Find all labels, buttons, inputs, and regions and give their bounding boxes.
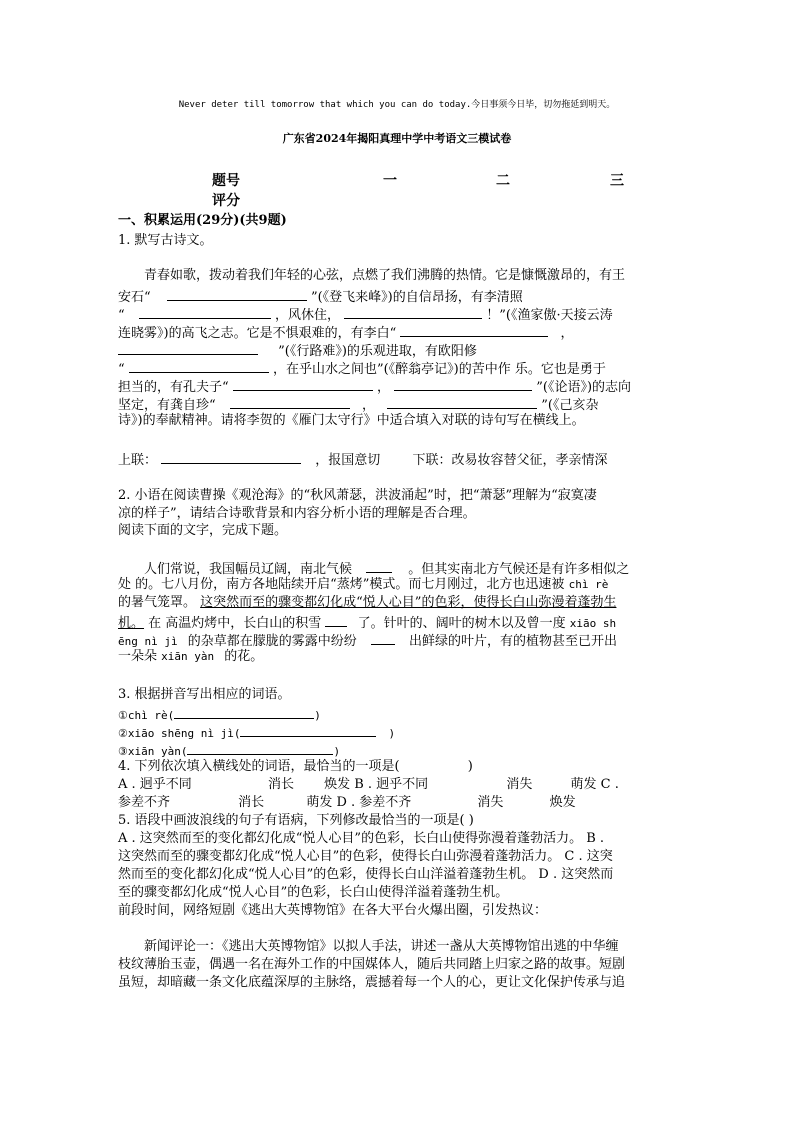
q5-option-line-3[interactable]: 然而至的变化都幻化成“悦人心目”的色彩，使得长白山洋溢着蓬勃生机。 D . 这突然而 (118, 867, 614, 882)
p1-l6-b: ，在乎山水之间也”(《醉翁亭记》)的苦中作 乐。它也是勇于 (272, 362, 606, 377)
p2-blank-3[interactable] (371, 630, 395, 645)
couplet-lower: 下联：改易妆容替父征，孝亲情深 (412, 453, 608, 468)
blank-5[interactable] (118, 340, 258, 355)
q5-option-line-1[interactable]: A . 这突然而至的变化都幻化成“悦人心目”的色彩，长白山使得弥漫着蓬勃活力。 B . (118, 831, 605, 846)
p1-l2-a: 安石“ (118, 290, 151, 305)
pinyin-chire: chì rè (568, 578, 609, 591)
news-line-3: 虽短，却暗藏一条文化底蕴深厚的主脉络，震撼着每一个人的心，更让文化保护传承与追 (118, 975, 626, 990)
p2-line-3 (118, 594, 678, 612)
p2-line-6 (118, 648, 678, 666)
score-row-label: 题号 (212, 173, 240, 189)
p1-l8-b: ， (361, 398, 375, 413)
section-heading: 一、积累运用(29分)(共9题) (118, 213, 287, 228)
couplet-upper-rest: ，报国意切 (315, 453, 381, 468)
pinyin-niji: ēng nì jì (118, 635, 178, 648)
q4-title (118, 758, 678, 776)
q3-title: 3. 根据拼音写出相应的词语。 (118, 687, 291, 702)
p2-l5-c: 出鲜绿的叶片，有的植物甚至已开出 (409, 634, 618, 649)
blank-2[interactable] (139, 304, 271, 319)
p1-l8-c: ”(《己亥杂 (541, 398, 599, 413)
p1-l3-b: ，风休住， (274, 308, 340, 323)
motto: Never deter till tomorrow that which you can do today.今日事须今日毕，切勿拖延到明天。 (178, 100, 616, 110)
p2-l6-a: 一朵朵 (118, 649, 158, 664)
score-row-2-label: 评分 (212, 193, 240, 209)
q4-b-2: 消失 (506, 777, 533, 792)
blank-9[interactable] (230, 394, 350, 409)
q4-options-line-1[interactable] (118, 776, 678, 794)
pinyin-xianyan: xiān yàn (161, 650, 215, 663)
p2-wavy-sentence-1: 这突然而至的骤变都幻化成“悦人心目”的色彩，使得长白山弥漫着蓬勃生 (200, 595, 617, 610)
p1-l4-a: 连晓雾》)的高飞之志。它是不惧艰难的，有李白“ (118, 326, 397, 341)
q4-c-3: 萌发 D . 参差不齐 (306, 795, 412, 810)
q3-c-close: ) (333, 745, 341, 758)
q4-title-text: 4. 下列依次填入横线处的词语，最恰当的一项是( (118, 759, 400, 774)
p2-l2-a: 处 的。七八月份，南方各地陆续开启“蒸烤”模式。而七月刚过，北方也迅速被 (118, 577, 565, 592)
p1-l7-c: ”(《论语》)的志向 (536, 380, 632, 395)
q4-a-2: 消长 (267, 777, 294, 792)
read-intro: 阅读下面的文字，完成下题。 (118, 523, 288, 538)
p1-l3-a: “ (118, 308, 125, 323)
blank-4[interactable] (400, 322, 548, 337)
news-intro: 前段时间，网络短剧《逃出大英博物馆》在各大平台火爆出圈，引发热议： (118, 903, 548, 918)
p1-l2-b: ”(《登飞来峰》)的自信昂扬，有李清照 (310, 290, 523, 305)
p2-blank-1[interactable] (366, 558, 392, 573)
q3-b-label: ②xiāo shēng nì jì( (118, 727, 241, 740)
q4-b-3: 萌发 C . (570, 777, 619, 792)
p1-l6-a: “ (118, 362, 125, 377)
news-line-1: 新闻评论一：《逃出大英博物馆》以拟人手法，讲述一盏从大英博物馆出逃的中华缠 (144, 939, 619, 954)
score-col-1: 一 (383, 173, 397, 189)
p2-l3-a: 的暑气笼罩。 (118, 595, 197, 610)
q4-c-1: 参差不齐 (118, 795, 171, 810)
q4-c-2: 消长 (238, 795, 265, 810)
q4-d-2: 消失 (477, 795, 504, 810)
news-line-2: 枝纹薄胎玉壶，偶遇一名在海外工作的中国媒体人，随后共同踏上归家之路的故事。短剧 (118, 957, 626, 972)
couplet-blank[interactable] (161, 449, 301, 464)
q4-close: ) (467, 759, 473, 774)
p1-line-1: 青春如歌，拨动着我们年轻的心弦，点燃了我们沸腾的热情。它是慷慨激昂的，有王 (144, 268, 626, 283)
blank-8[interactable] (394, 376, 532, 391)
p2-l1-b: 。但其实南北方气候还是有许多相似之 (408, 562, 630, 577)
blank-1[interactable] (167, 286, 307, 301)
q3-b-blank[interactable] (240, 722, 376, 737)
score-col-2: 二 (496, 173, 510, 189)
p2-l5-b: 的杂草都在朦胧的雾露中纷纷 (187, 634, 357, 649)
q3-c-label: ③xiān yàn( (118, 745, 188, 758)
p2-blank-2[interactable] (325, 612, 347, 627)
q5-option-line-4[interactable]: 至的骤变都幻化成“悦人心目”的色彩，长白山使得洋溢着蓬勃生机。 (118, 885, 509, 900)
q3-a-blank[interactable] (174, 704, 314, 719)
blank-10[interactable] (387, 394, 537, 409)
q4-d-3: 焕发 (549, 795, 576, 810)
q3-a-close: ) (314, 709, 321, 722)
couplet-upper-label: 上联： (118, 453, 158, 468)
p2-l1-a: 人们常说，我国幅员辽阔，南北气候 (144, 562, 353, 577)
q4-a-3: 焕发 B . 迥乎不同 (324, 777, 429, 792)
q4-options-line-2[interactable] (118, 794, 678, 812)
p1-l3-c: ！”(《渔家傲·天接云涛 (486, 308, 613, 323)
p1-l8-a: 坚定，有龚自珍“ (118, 398, 216, 413)
p2-wavy-sentence-2: 机。 (118, 616, 145, 631)
p1-l4-b: ， (560, 326, 574, 341)
q5-option-line-2[interactable]: 这突然而至的骤变都幻化成“悦人心目”的色彩，使得长白山弥漫着蓬勃活力。 C . 这突 (118, 849, 613, 864)
pinyin-xiaosheng: xiāo sh (569, 617, 617, 630)
couplet-line (118, 449, 678, 470)
blank-7[interactable] (233, 376, 373, 391)
q4-a-1: A . 迥乎不同 (118, 777, 192, 792)
q1-title: 1. 默写古诗文。 (118, 233, 213, 248)
q5-title: 5. 语段中画波浪线的句子有语病，下列修改最恰当的一项是( ) (118, 813, 474, 828)
p1-line-9: 诗》)的奉献精神。请将李贺的《雁门太守行》中适合填入对联的诗句写在横线上。 (118, 413, 585, 428)
q3-b-close: ) (388, 727, 396, 740)
blank-6[interactable] (129, 358, 269, 373)
score-col-3: 三 (610, 173, 624, 189)
p1-l7-a: 担当的，有孔夫子“ (118, 380, 229, 395)
p2-line-2 (118, 576, 678, 594)
blank-3[interactable] (344, 304, 482, 319)
q2-line-2: 凉的样子”，请结合诗歌背景和内容分析小语的理解是否合理。 (118, 506, 476, 521)
p2-l4-c: 了。针叶的、阔叶的树木以及曾一度 (357, 616, 566, 631)
q3-c-blank[interactable] (187, 740, 333, 755)
p1-l7-b: ， (376, 380, 390, 395)
q3-a-label: ①chì rè( (118, 709, 175, 722)
p2-l6-c: 的花。 (224, 649, 264, 664)
q2-line-1: 2. 小语在阅读曹操《观沧海》的“秋风萧瑟，洪波涌起”时，把“萧瑟”理解为“寂寞凄 (118, 488, 597, 503)
p2-l4-b: 在 高温灼烤中，长白山的积雪 (148, 616, 322, 631)
exam-title: 广东省2024年揭阳真理中学中考语文三模试卷 (282, 132, 512, 145)
p1-l5-a: ”(《行路难》)的乐观进取，有欧阳修 (278, 344, 477, 359)
